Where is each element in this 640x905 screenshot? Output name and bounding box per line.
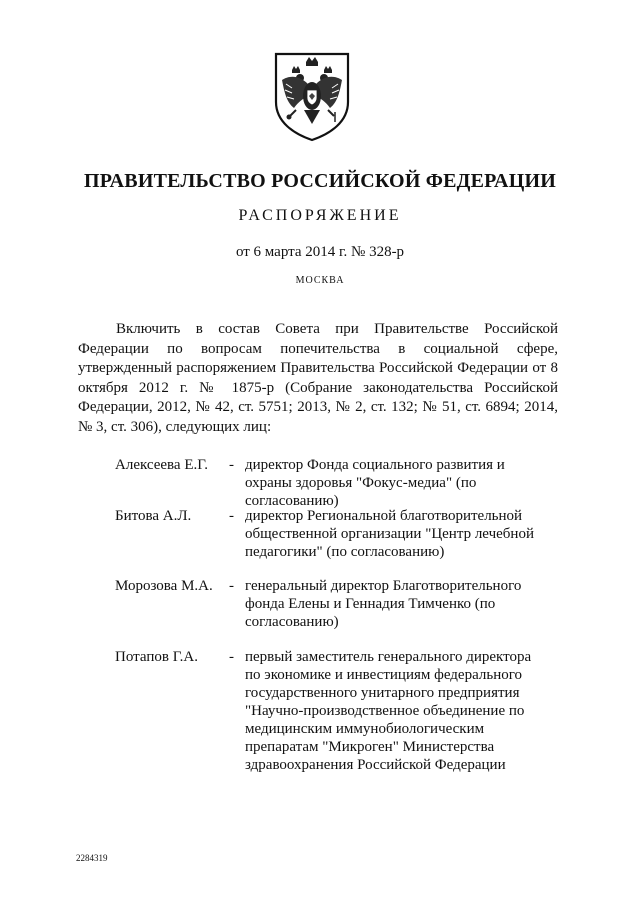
russian-coat-of-arms-icon [270, 50, 354, 142]
member-dash: - [229, 457, 234, 473]
member-description: директор Региональной благотворительной общественной организации "Центр лечебной педагогики" (по согласованию) [245, 508, 534, 560]
document-code: 2284319 [76, 853, 108, 863]
document-type: РАСПОРЯЖЕНИЕ [238, 207, 402, 224]
member-description: первый заместитель генерального директора по экономике и инвестициям федерального государственного унитарного предприятия "Научно-производственное объединение по медицинским иммунобиологическим препаратам "Микроген" Министерства здравоохранения Российской Федерации [245, 649, 532, 773]
organization-title: ПРАВИТЕЛЬСТВО РОССИЙСКОЙ ФЕДЕРАЦИИ [84, 170, 556, 192]
member-name: Алексеева Е.Г. [115, 457, 208, 473]
document-date-number: от 6 марта 2014 г. № 328-р [235, 244, 405, 260]
member-name: Битова А.Л. [115, 508, 192, 524]
member-name: Потапов Г.А. [115, 649, 199, 665]
member-dash: - [229, 508, 234, 524]
member-dash: - [229, 578, 234, 594]
member-description: директор Фонда социального развития и охраны здоровья "Фокус-медиа" (по согласованию) [245, 457, 505, 509]
member-description: генеральный директор Благотворительного фонда Елены и Геннадия Тимченко (по согласованию) [245, 578, 522, 630]
member-name: Морозова М.А. [115, 578, 213, 594]
intro-text: Включить в состав Совета при Правительстве Российской Федерации по вопросам попечительства в социальной сфере, утвержденный распоряжением Правительства Российской Федерации от 8 октября 2012 г. № 1875-р (Собрание законодательства Российской Федерации, 2012, № 42, ст. 5751; 2013, № 2, ст. 132; № 51, ст. 6894; 2014, № 3, ст. 306), следующих лиц: [78, 321, 558, 435]
intro-paragraph [78, 320, 558, 437]
document-city: МОСКВА [295, 275, 345, 286]
member-dash: - [229, 649, 234, 665]
